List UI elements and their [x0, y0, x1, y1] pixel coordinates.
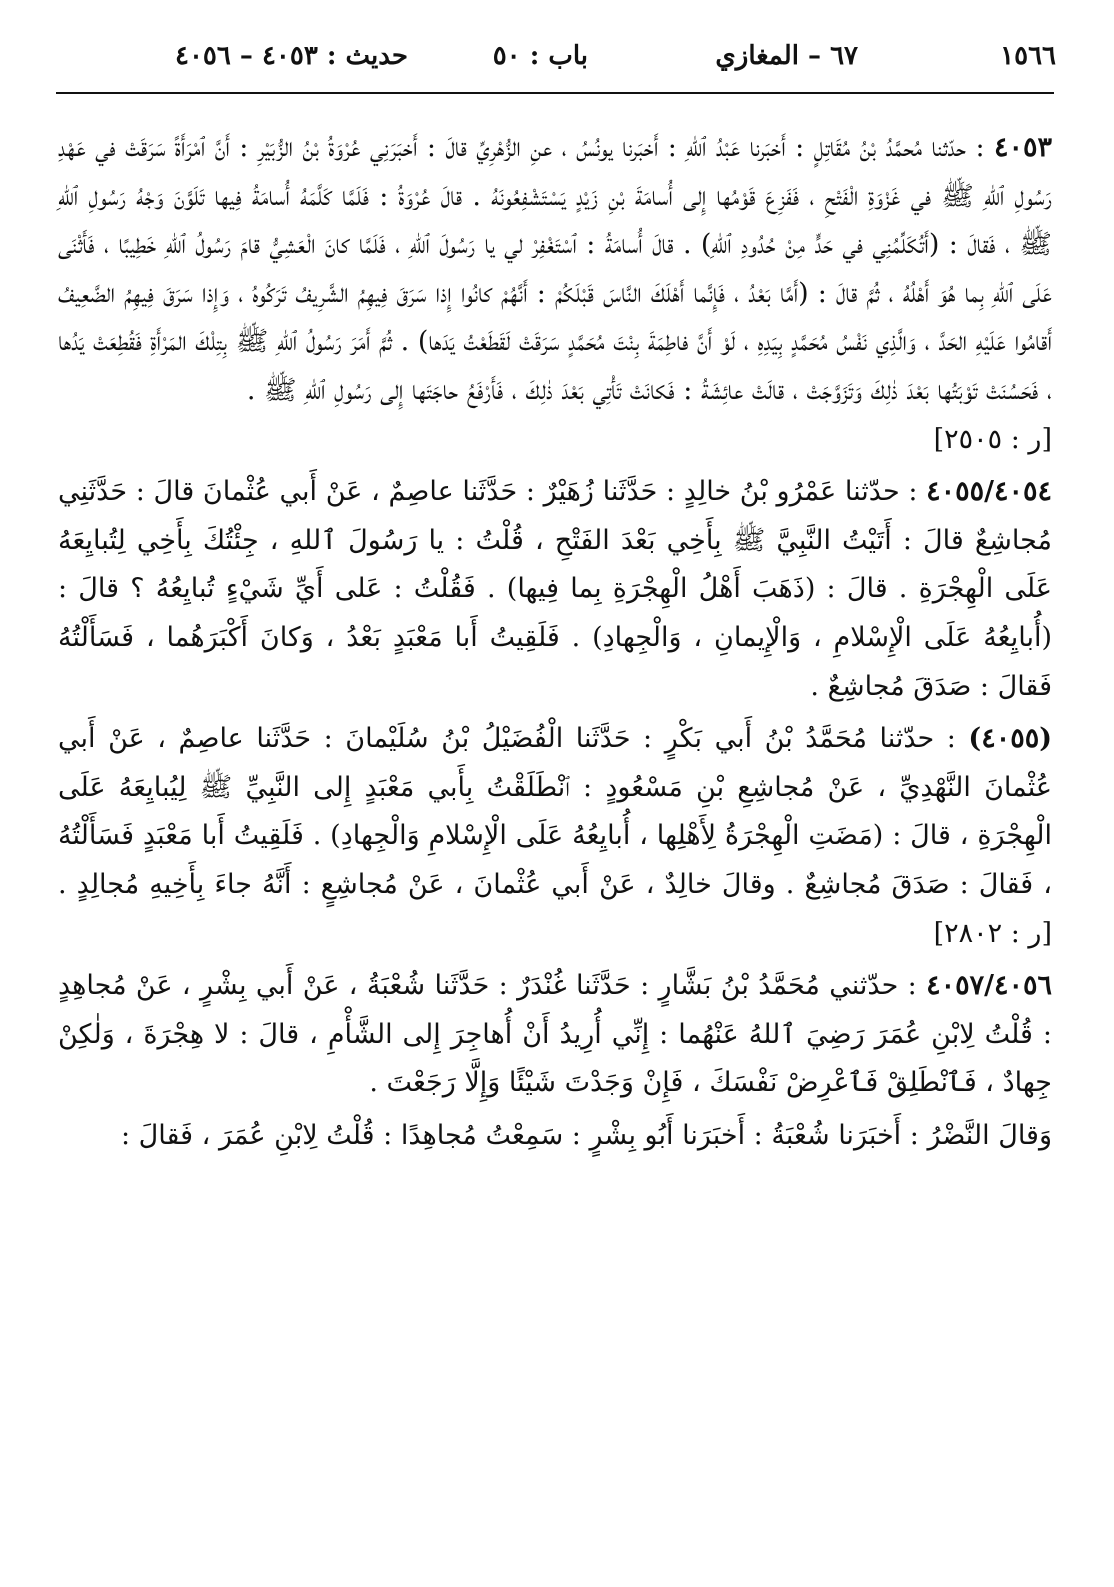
hadith-text: : حدّثني مُحَمَّدُ بْنُ بَشَّارٍ : حَدَّثَنا غُنْدَرٌ : حَدَّثَنا شُعْبَةُ ، عَنْ أَبي بِشْرٍ ، عَنْ مُجاهِدٍ : قُلْتُ لِابْنِ عُمَرَ رَضِيَ ٱللهُ عَنْهُما : إِنِّي أُرِيدُ أَنْ أُهاجِرَ إِلى الشَّأْمِ ، قالَ : لا هِجْرَةَ ، وَلٰكِنْ جِهادٌ ، فَٱنْطَلِقْ فَٱعْرِضْ نَفْسَكَ ، فَإِنْ وَجَدْتَ شَيْئًا وَإِلَّا رَجَعْتَ . — [58, 970, 1052, 1099]
hadith-4056 — [58, 962, 1052, 1108]
cross-reference: [ر : ٢٨٠٢] — [933, 917, 1052, 949]
hadith-number: (٤٠٥٥) — [968, 723, 1052, 755]
hadith-text: : حدّثنا عَمْرُو بْنُ خالِدٍ : حَدَّثَنا زُهَيْرٌ : حَدَّثَنا عاصِمٌ ، عَنْ أَبي عُثْمانَ قالَ : حَدَّثَنِي مُجاشِعٌ قالَ : أَتَيْتُ النَّبِيَّ ﷺ بِأَخِي بَعْدَ الفَتْحِ ، قُلْتُ : يا رَسُولَ ٱللهِ ، جِئْتُكَ بِأَخِي لِتُبايِعَهُ عَلَى الْهِجْرَةِ . قالَ : (ذَهَبَ أَهْلُ الْهِجْرَةِ بِما فِيها) . فَقُلْتُ : عَلى أَيِّ شَيْءٍ تُبايِعُهُ ؟ قالَ : (أُبايِعُهُ عَلَى الْإِسْلامِ ، وَالْإِيمانِ ، وَالْجِهادِ) . فَلَقِيتُ أَبا مَعْبَدٍ بَعْدُ ، وَكانَ أَكْبَرَهُما ، فَسَأَلْتُهُ فَقالَ : صَدَقَ مُجاشِعٌ . — [58, 476, 1052, 702]
chapter-title: ٦٧ – المغازي — [715, 41, 858, 71]
hadith-number: ٤٠٥٥/٤٠٥٤ — [926, 476, 1052, 508]
bab-number: باب : ٥٠ — [492, 41, 588, 71]
cross-reference: [ر : ٢٥٠٥] — [933, 423, 1052, 455]
header-rule — [56, 92, 1054, 94]
hadith-4054 — [58, 468, 1052, 711]
hadith-range: حديث : ٤٠٥٣ – ٤٠٥٦ — [174, 41, 408, 71]
hadith-4053 — [58, 124, 1052, 464]
page-number: ١٥٦٦ — [1000, 41, 1056, 71]
running-header — [56, 34, 1056, 78]
hadith-text: : حدّثنا مُحمَّدُ بْنُ مُقَاتِلٍ : أَخبَرنا عَبْدُ ٱللهِ : أَخبَرنا يونُسُ ، عنِ الزُّهْرِيِّ قالَ : أَخبَرَنِي عُرْوَةُ بْنُ الزُّبَيْرِ : أَنَّ ٱمْرَأَةً سَرَقَتْ في عَهْدِ رَسُولِ ٱللهِ ﷺ في غَزْوَةِ الْفَتْحِ ، فَفَزِعَ قَوْمُها إِلى أُسامَةَ بْنِ زَيْدٍ يَسْتَشْفِعُونَهُ . قالَ عُرْوَةُ : فَلَمَّا كَلَّمَهُ أُسامَةُ فِيها تَلَوَّنَ وَجْهُ رَسُولِ ٱللهِ ﷺ ، فَقالَ : (أَتُكَلِّمُنِي في حَدٍّ مِنْ حُدُودِ ٱللهِ) . قالَ أُسامَةُ : ٱسْتَغْفِرْ لي يا رَسُولَ ٱللهِ ، فَلَمَّا كانَ الْعَشِيُّ قامَ رَسُولُ ٱللهِ خَطِيبًا ، فَأَثْنَى عَلَى ٱللهِ بِما هُوَ أَهْلُهُ ، ثُمَّ قالَ : (أَمَّا بَعْدُ ، فَإِنَّما أَهْلَكَ النَّاسَ قَبْلَكُمْ : أَنَّهُمْ كانُوا إِذا سَرَقَ فِيهِمُ الشَّرِيفُ تَرَكُوهُ ، وَإِذا سَرَقَ فِيهِمُ الضَّعِيفُ أَقامُوا عَلَيْهِ الحَدَّ ، وَالَّذِي نَفْسُ مُحَمَّدٍ بِيَدِهِ ، لَوْ أَنَّ فاطِمَةَ بِنْتَ مُحَمَّدٍ سَرَقَتْ لَقَطَعْتُ يَدَها) . ثُمَّ أَمَرَ رَسُولُ ٱللهِ ﷺ بِتِلْكَ المَرْأَةِ فَقُطِعَتْ يَدُها ، فَحَسُنَتْ تَوْبَتُها بَعْدَ ذٰلِكَ وَتَزَوَّجَتْ ، قالَتْ عائِشَةُ : فَكانَتْ تَأْتِي بَعْدَ ذٰلِكَ ، فَأَرْفَعُ حاجَتَها إِلى رَسُولِ ٱللهِ ﷺ . — [58, 132, 1052, 406]
hadith-continuation — [58, 1112, 1052, 1161]
hadith-4055 — [58, 715, 1052, 958]
hadith-text: : حدّثنا مُحَمَّدُ بْنُ أَبي بَكْرٍ : حَدَّثَنا الْفُضَيْلُ بْنُ سُلَيْمانَ : حَدَّثَنا عاصِمٌ ، عَنْ أَبي عُثْمانَ النَّهْدِيِّ ، عَنْ مُجاشِعِ بْنِ مَسْعُودٍ : ٱنْطَلَقْتُ بِأَبي مَعْبَدٍ إِلى النَّبِيِّ ﷺ لِيُبايِعَهُ عَلَى الْهِجْرَةِ ، قالَ : (مَضَتِ الْهِجْرَةُ لِأَهْلِها ، أُبايِعُهُ عَلَى الْإِسْلامِ وَالْجِهادِ) . فَلَقِيتُ أَبا مَعْبَدٍ فَسَأَلْتُهُ ، فَقالَ : صَدَقَ مُجاشِعٌ . وقالَ خالِدٌ ، عَنْ أَبي عُثْمانَ ، عَنْ مُجاشِعٍ : أَنَّهُ جاءَ بِأَخِيهِ مُجالِدٍ . — [58, 723, 1052, 900]
hadith-text: وَقالَ النَّضْرُ : أَخبَرَنا شُعْبَةُ : أَخبَرَنا أَبُو بِشْرٍ : سَمِعْتُ مُجاهِدًا : قُلْتُ لِابْنِ عُمَرَ ، فَقالَ : — [121, 1119, 1052, 1151]
hadith-number: ٤٠٥٧/٤٠٥٦ — [926, 970, 1052, 1002]
hadith-number: ٤٠٥٣ — [993, 132, 1052, 163]
text-column — [58, 124, 1052, 1160]
